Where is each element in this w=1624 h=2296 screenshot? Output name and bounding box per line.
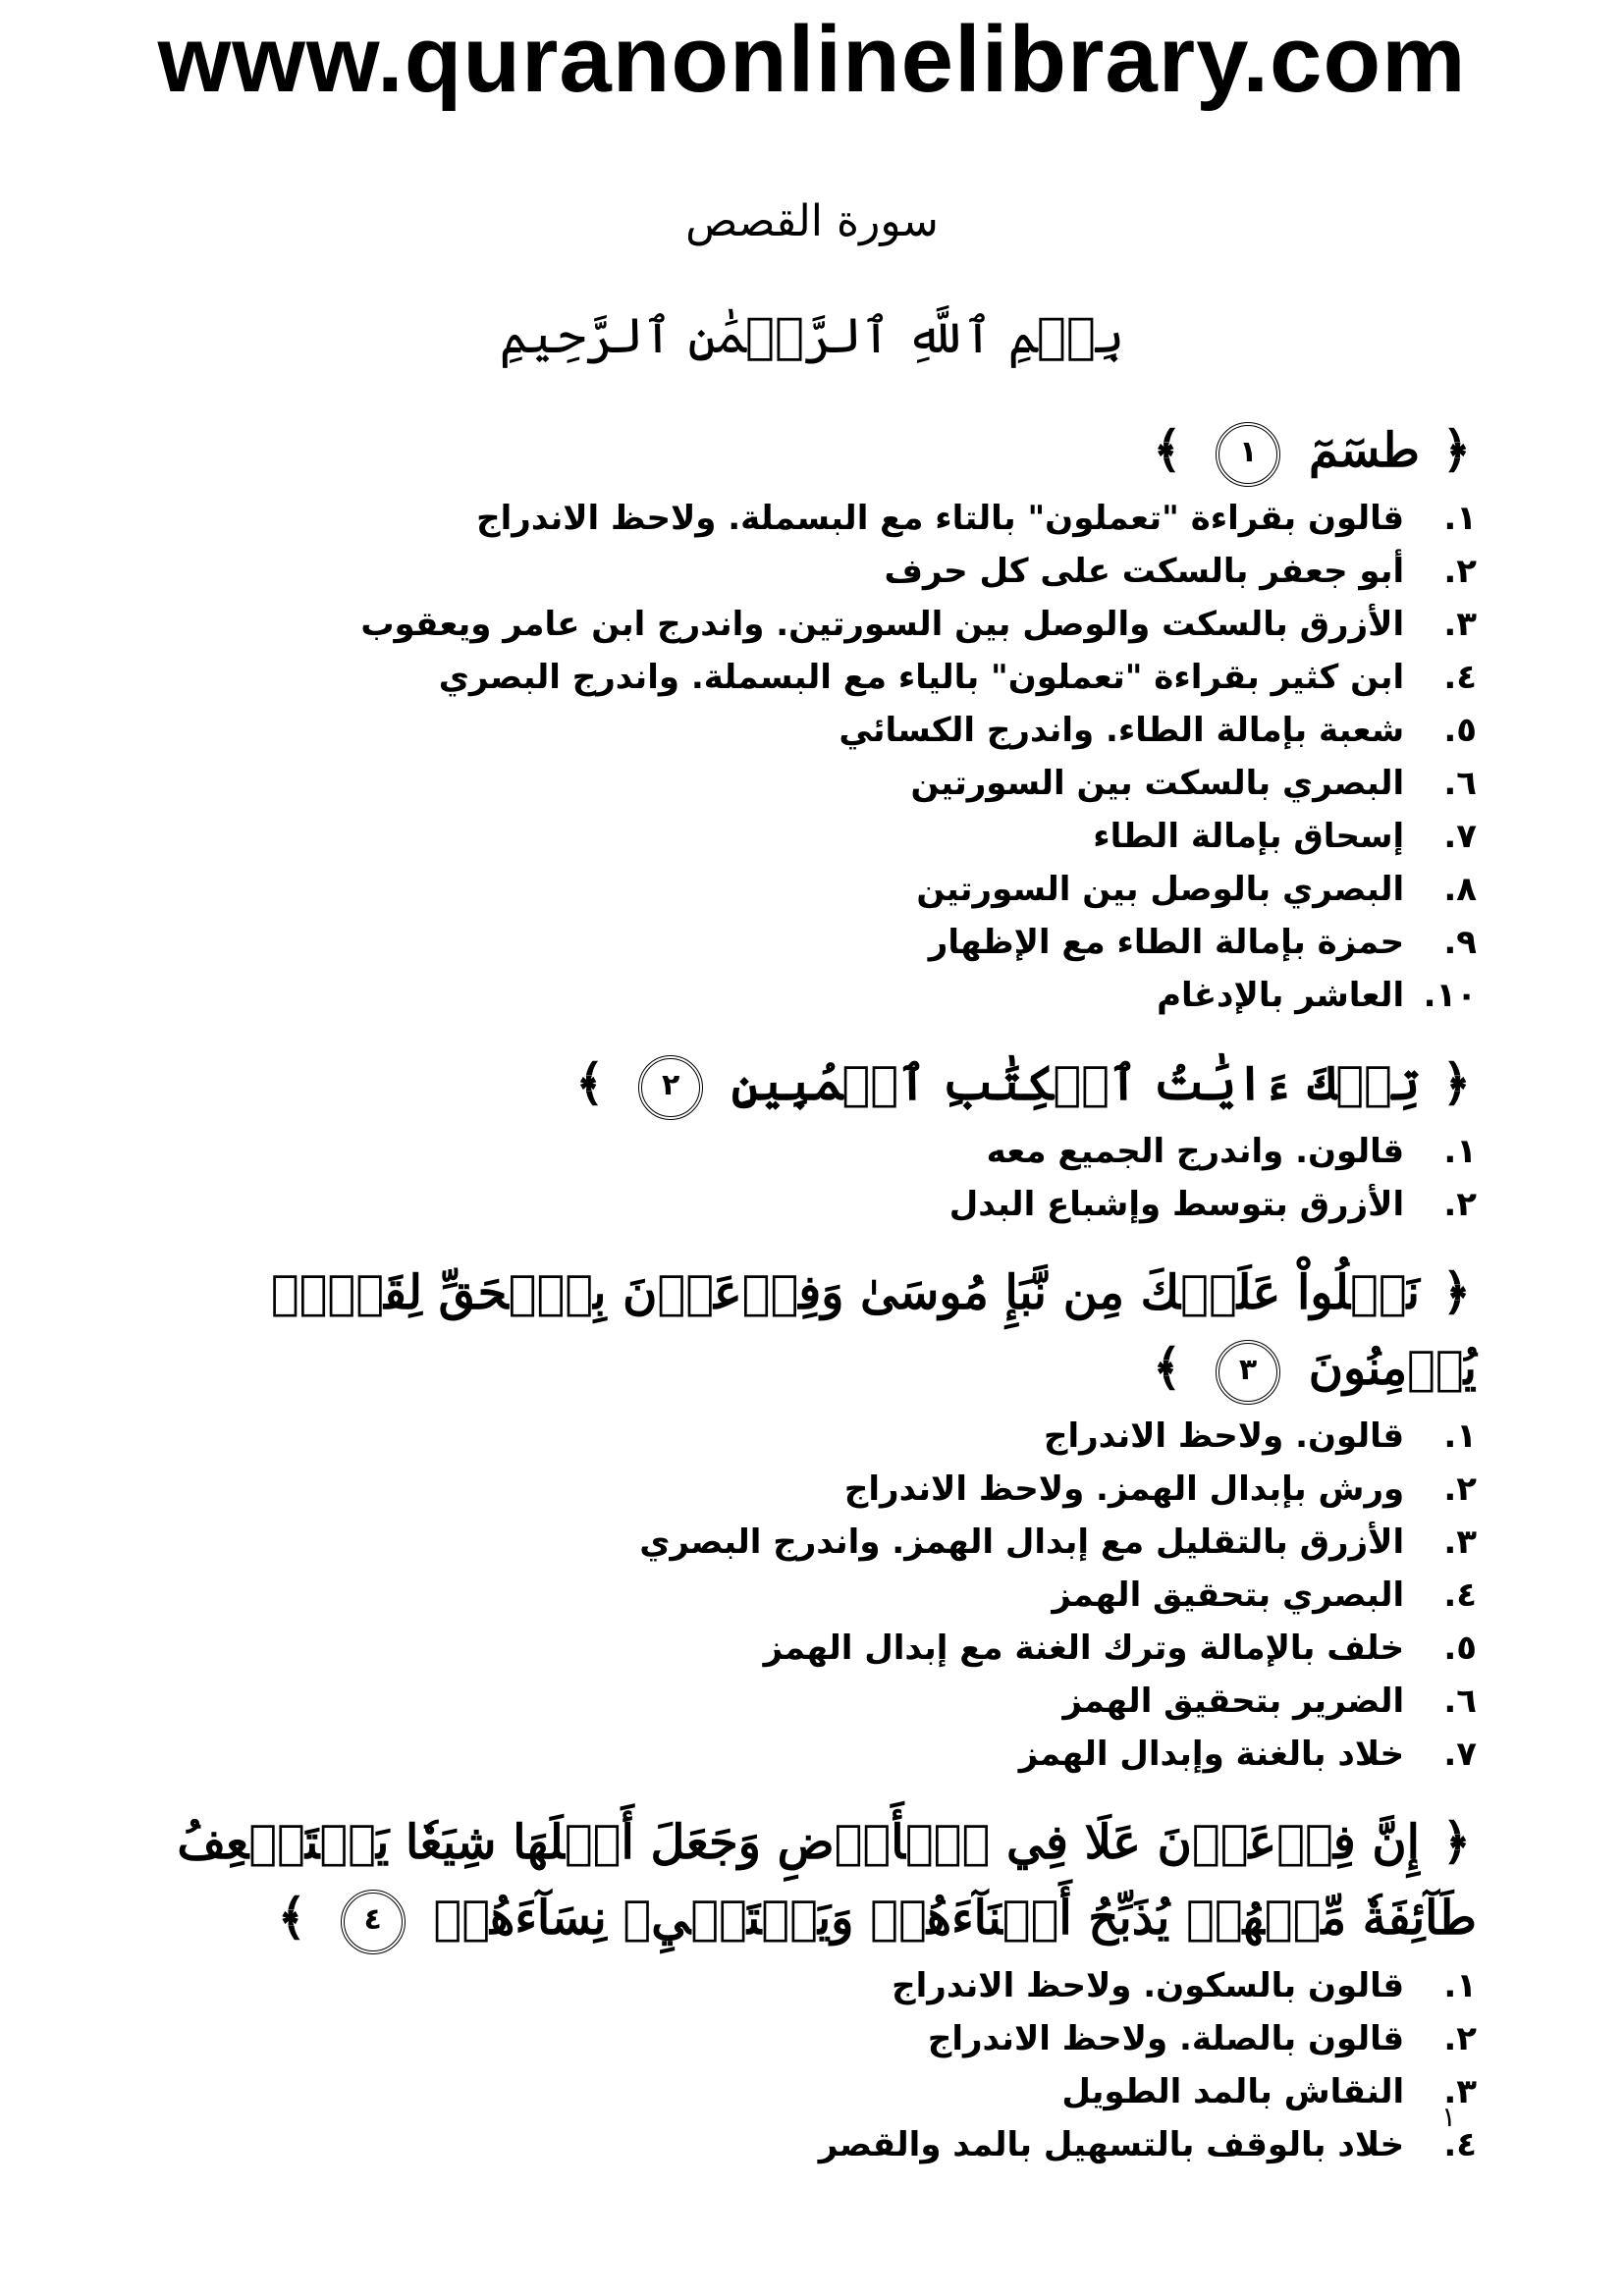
verse-text: نَتۡلُواْ عَلَيۡكَ مِن نَّبَإِ مُوسَىٰ وَفِرۡعَوۡنَ بِٱلۡحَقِّ لِقَوۡمٖ يُؤۡمِنُونَ: [270, 1265, 1477, 1396]
reading-item: [141, 492, 1477, 545]
ayah-number-badge: ٣: [1216, 1340, 1280, 1405]
surah-title: سورة القصص: [685, 196, 939, 246]
reading-item: [141, 1410, 1477, 1463]
reading-item: [141, 1959, 1477, 2012]
reading-text: البصري بالوصل بين السورتين: [916, 870, 1405, 909]
reading-item: [141, 2118, 1477, 2171]
site-url: www.quranonlinelibrary.com: [157, 7, 1467, 112]
verse-text: إِنَّ فِرۡعَوۡنَ عَلَا فِي ٱلۡأَرۡضِ وَجَعَلَ أَهۡلَهَا شِيَعٗا يَسۡتَضۡعِفُ طَآئِفَةٗ مِّنۡهُمۡ يُذَبِّحُ أَبۡنَآءَهُمۡ وَيَسۡتَحۡيِۦ نِسَآءَهُمۡ: [177, 1815, 1477, 1946]
reading-item: [141, 1569, 1477, 1622]
reading-item: [141, 757, 1477, 810]
reading-text: خلف بالإمالة وترك الغنة مع إبدال الهمز: [763, 1629, 1405, 1668]
reading-item: [141, 1728, 1477, 1781]
verse: [141, 1804, 1477, 1955]
reading-text: قالون بالسكون. ولاحظ الاندراج: [892, 1966, 1405, 2005]
reading-text: قالون. واندرج الجميع معه: [986, 1132, 1405, 1171]
reading-item: [141, 1463, 1477, 1516]
reading-text: ابن كثير بقراءة "تعملون" بالياء مع البسملة. واندرج البصري: [438, 658, 1405, 697]
ayah-number-badge: ٢: [638, 1055, 703, 1120]
ornate-bracket-open-icon: ﴿: [1441, 1053, 1471, 1111]
reading-item: [141, 1125, 1477, 1178]
reading-text: قالون بقراءة "تعملون" بالتاء مع البسملة. ولاحظ الاندراج: [476, 499, 1405, 538]
reading-item: [141, 598, 1477, 651]
reading-number: ١.: [1443, 1416, 1477, 1456]
reading-number: ٤.: [1443, 658, 1477, 697]
reading-number: ٤.: [1443, 1575, 1477, 1615]
reading-item: [141, 810, 1477, 863]
reading-item: [141, 2065, 1477, 2118]
reading-number: ٢.: [1443, 552, 1477, 591]
reading-item: [141, 2012, 1477, 2065]
reading-number: ٦.: [1443, 1682, 1477, 1721]
reading-number: ٢.: [1443, 1469, 1477, 1509]
reading-number: ٧.: [1443, 1735, 1477, 1774]
reading-number: ٣.: [1443, 2072, 1477, 2111]
ornate-bracket-open-icon: ﴿: [1441, 1262, 1471, 1320]
ornate-bracket-open-icon: ﴿: [1441, 1812, 1471, 1870]
ornate-bracket-close-icon: ﴾: [1153, 420, 1182, 478]
reading-text: قالون. ولاحظ الاندراج: [1043, 1416, 1405, 1456]
ornate-bracket-open-icon: ﴿: [1441, 420, 1471, 478]
basmala: بِسۡمِ ٱللَّهِ ٱلرَّحۡمَٰنِ ٱلرَّحِيمِ: [499, 307, 1125, 364]
reading-text: الأزرق بالسكت والوصل بين السورتين. واندرج ابن عامر ويعقوب: [360, 605, 1405, 644]
reading-text: خلاد بالوقف بالتسهيل بالمد والقصر: [818, 2125, 1405, 2164]
reading-text: العاشر بالإدغام: [1157, 976, 1405, 1015]
readings-list: [141, 1125, 1477, 1231]
reading-number: ٤.: [1443, 2125, 1477, 2164]
ornate-bracket-close-icon: ﴾: [277, 1888, 306, 1946]
reading-text: قالون بالصلة. ولاحظ الاندراج: [927, 2019, 1405, 2058]
reading-text: شعبة بإمالة الطاء. واندرج الكسائي: [839, 711, 1405, 750]
reading-item: [141, 651, 1477, 704]
reading-text: حمزة بإمالة الطاء مع الإظهار: [928, 923, 1405, 962]
reading-text: البصري بالسكت بين السورتين: [910, 764, 1405, 803]
reading-text: الضرير بتحقيق الهمز: [1062, 1682, 1405, 1721]
reading-item: [141, 545, 1477, 598]
ayah-number-badge: ٤: [341, 1890, 406, 1954]
reading-text: البصري بتحقيق الهمز: [1052, 1575, 1405, 1615]
reading-text: أبو جعفر بالسكت على كل حرف: [884, 552, 1405, 591]
verse: [141, 1255, 1477, 1406]
reading-number: ١.: [1443, 1966, 1477, 2005]
reading-number: ٥.: [1443, 711, 1477, 750]
reading-number: ١.: [1443, 1132, 1477, 1171]
reading-item: [141, 1622, 1477, 1675]
readings-list: [141, 492, 1477, 1022]
reading-number: ٣.: [1443, 605, 1477, 644]
reading-number: ٩.: [1443, 923, 1477, 962]
reading-number: ٧.: [1443, 817, 1477, 856]
reading-text: النقاش بالمد الطويل: [1061, 2072, 1405, 2111]
reading-text: الأزرق بتوسط وإشباع البدل: [948, 1185, 1405, 1224]
reading-number: ١.: [1443, 499, 1477, 538]
reading-text: ورش بإبدال الهمز. ولاحظ الاندراج: [843, 1469, 1405, 1509]
reading-number: ٨.: [1443, 870, 1477, 909]
reading-number: ١٠.: [1423, 976, 1477, 1015]
reading-number: ٢.: [1443, 1185, 1477, 1224]
page-number: ١: [1441, 2101, 1457, 2133]
reading-item: [141, 704, 1477, 757]
reading-item: [141, 1178, 1477, 1231]
reading-text: إسحاق بإمالة الطاء: [1093, 817, 1405, 856]
reading-item: [141, 969, 1477, 1022]
verse: [141, 1045, 1477, 1121]
ornate-bracket-close-icon: ﴾: [1153, 1338, 1182, 1396]
ayah-number-badge: ١: [1216, 422, 1280, 487]
readings-list: [141, 1959, 1477, 2171]
reading-number: ٦.: [1443, 764, 1477, 803]
readings-list: [141, 1410, 1477, 1781]
reading-item: [141, 916, 1477, 969]
reading-number: ٢.: [1443, 2019, 1477, 2058]
reading-text: خلاد بالغنة وإبدال الهمز: [1018, 1735, 1405, 1774]
reading-item: [141, 1675, 1477, 1728]
reading-item: [141, 1516, 1477, 1569]
verse-text: تِلۡكَ ءَايَٰتُ ٱلۡكِتَٰبِ ٱلۡمُبِينِ: [731, 1056, 1420, 1111]
verse-text: طسٓمٓ: [1309, 423, 1420, 478]
ornate-bracket-close-icon: ﴾: [575, 1053, 605, 1111]
verse: [141, 412, 1477, 488]
reading-number: ٣.: [1443, 1522, 1477, 1562]
reading-text: الأزرق بالتقليل مع إبدال الهمز. واندرج البصري: [639, 1522, 1405, 1562]
reading-number: ٥.: [1443, 1629, 1477, 1668]
verses-content: [141, 412, 1477, 2195]
reading-item: [141, 863, 1477, 916]
